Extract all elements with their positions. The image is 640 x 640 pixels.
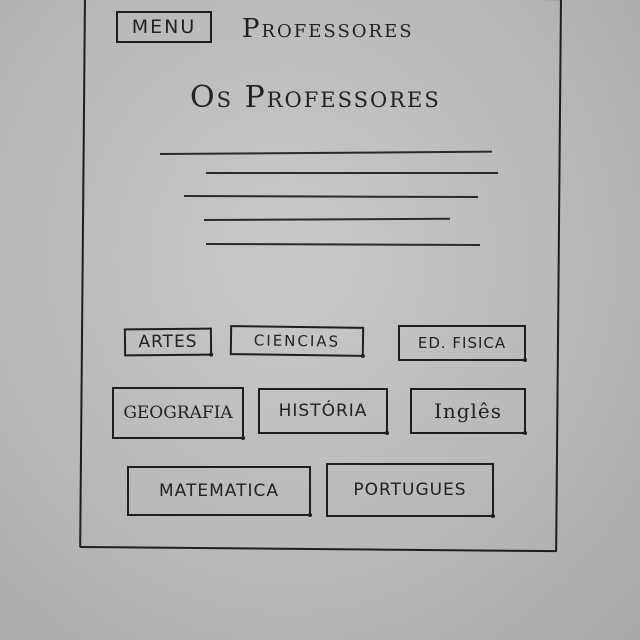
subject-button-ed-fisica[interactable]: ED. FISICA [398, 325, 526, 361]
subject-button-ingles[interactable]: Inglês [410, 388, 526, 434]
subject-button-portugues[interactable]: PORTUGUES [326, 463, 494, 517]
subject-button-ciencias[interactable]: CIENCIAS [230, 325, 364, 357]
subject-button-matematica[interactable]: MATEMATICA [127, 466, 311, 516]
subject-button-geografia[interactable]: GEOGRAFIA [112, 387, 244, 439]
subject-button-historia[interactable]: HISTÓRIA [258, 388, 388, 434]
section-heading: Os Professores [190, 80, 441, 115]
subject-button-artes[interactable]: ARTES [124, 328, 212, 357]
text-line [206, 172, 498, 174]
menu-button[interactable]: MENU [116, 11, 212, 43]
page-title: Professores [242, 14, 414, 44]
